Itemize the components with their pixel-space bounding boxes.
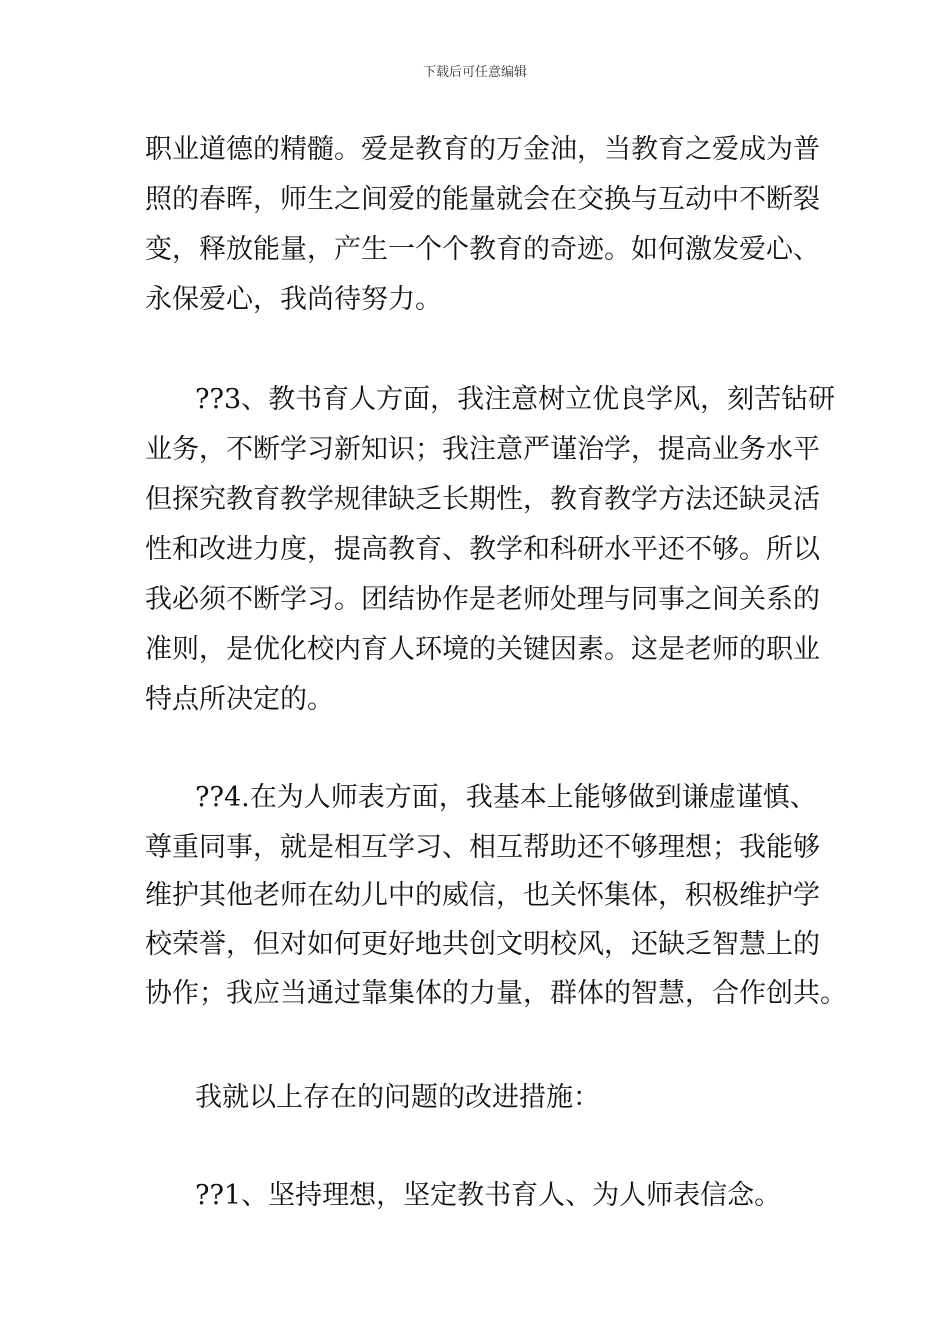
text-line: ??3、教书育人方面，我注意树立优良学风，刻苦钻研 bbox=[195, 384, 836, 415]
text-line: 职业道德的精髓。爱是教育的万金油，当教育之爱成为普 bbox=[145, 134, 820, 165]
text-line: ??1、坚持理想，坚定教书育人、为人师表信念。 bbox=[195, 1180, 782, 1211]
text-line: 业务，不断学习新知识；我注意严谨治学，提高业务水平 bbox=[145, 434, 820, 465]
text-line: 协作；我应当通过靠集体的力量，群体的智慧，合作创共。 bbox=[145, 978, 847, 1009]
text-line: ??4.在为人师表方面，我基本上能够做到谦虚谨慎、 bbox=[195, 782, 817, 813]
text-line: 我必须不断学习。团结协作是老师处理与同事之间关系的 bbox=[145, 584, 820, 615]
text-line: 校荣誉，但对如何更好地共创文明校风，还缺乏智慧上的 bbox=[145, 929, 820, 960]
page-header: 下载后可任意编辑 bbox=[422, 65, 527, 80]
text-line: 但探究教育教学规律缺乏长期性，教育教学方法还缺灵活 bbox=[145, 484, 820, 515]
text-line: 特点所决定的。 bbox=[145, 684, 334, 715]
text-line: 尊重同事，就是相互学习、相互帮助还不够理想；我能够 bbox=[145, 832, 820, 863]
text-line: 维护其他老师在幼儿中的威信，也关怀集体，积极维护学 bbox=[145, 880, 820, 911]
text-line: 我就以上存在的问题的改进措施： bbox=[195, 1082, 600, 1113]
text-line: 永保爱心，我尚待努力。 bbox=[145, 284, 442, 315]
text-line: 变，释放能量，产生一个个教育的奇迹。如何激发爱心、 bbox=[145, 234, 820, 265]
text-line: 照的春晖，师生之间爱的能量就会在交换与互动中不断裂 bbox=[145, 184, 820, 215]
text-line: 准则，是优化校内育人环境的关键因素。这是老师的职业 bbox=[145, 634, 820, 665]
text-line: 性和改进力度，提高教育、教学和科研水平还不够。所以 bbox=[145, 534, 820, 565]
